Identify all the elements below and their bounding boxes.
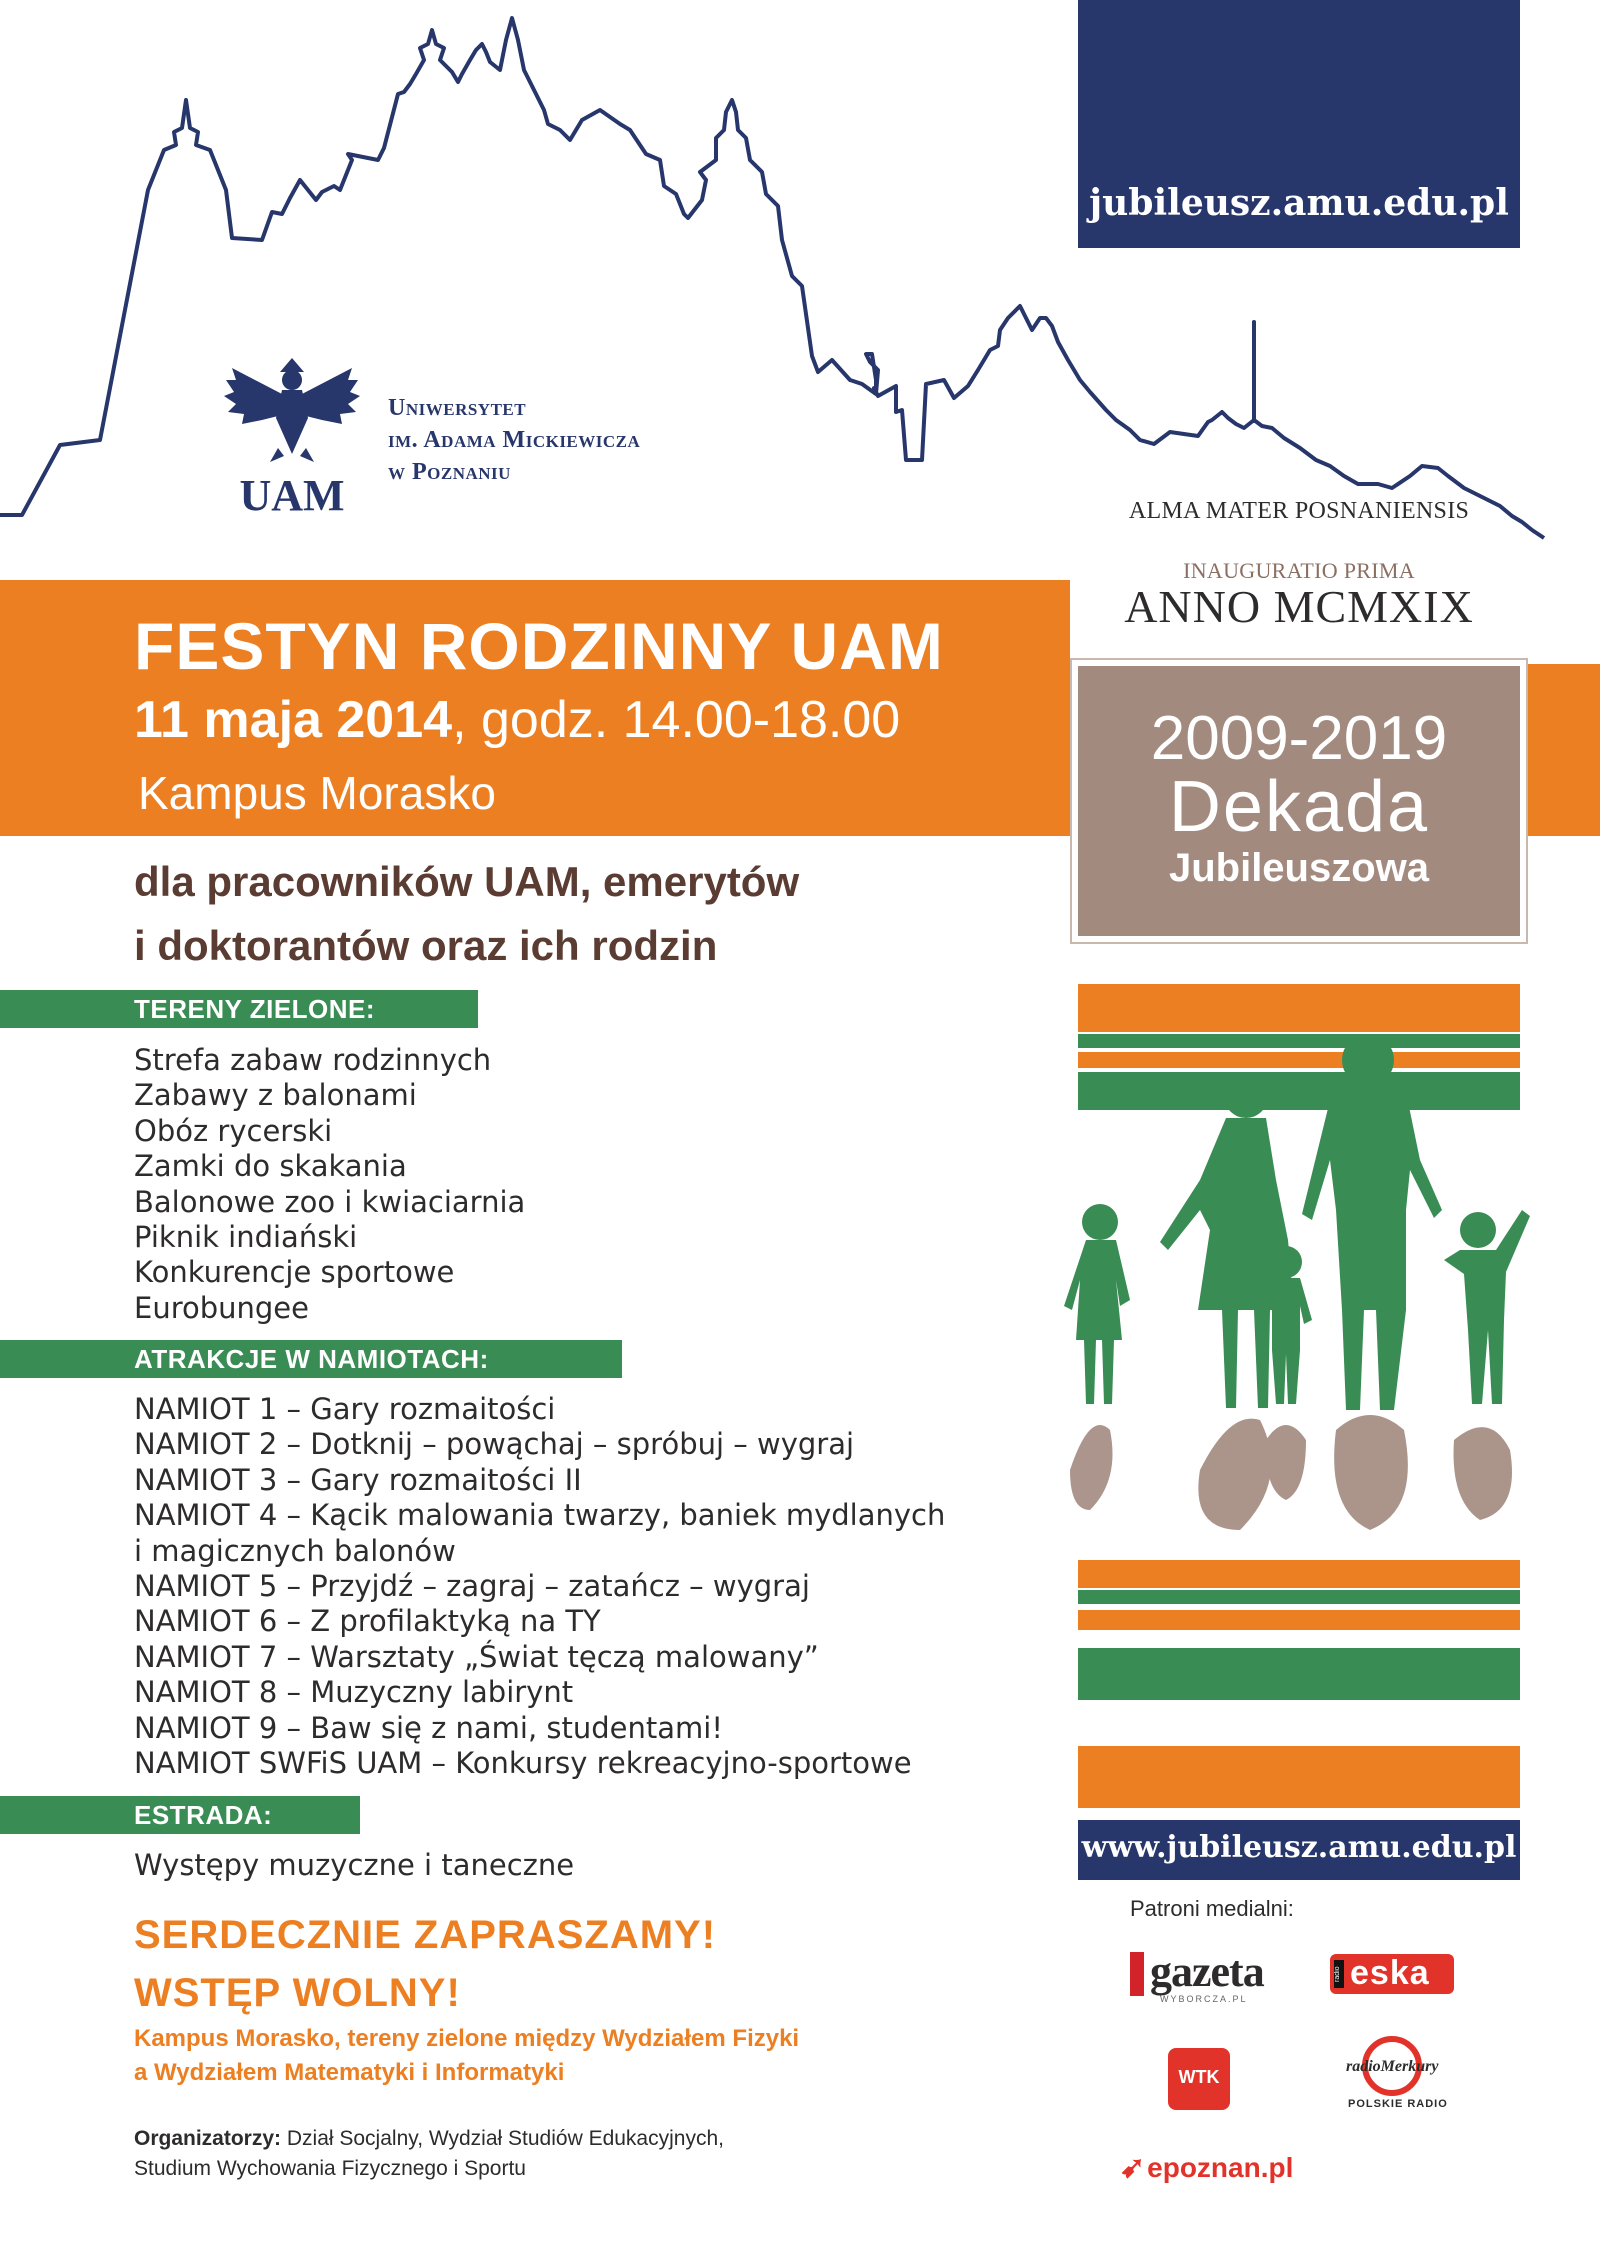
merkury-word: radioMerkury xyxy=(1346,2058,1439,2075)
wtk-logo[interactable] xyxy=(1168,2048,1230,2110)
epoznan-icon: ➹ xyxy=(1120,2151,1146,2184)
gazeta-word: gazeta xyxy=(1150,1947,1264,1996)
university-name xyxy=(388,392,640,488)
invitation xyxy=(134,1906,716,2022)
location xyxy=(134,2022,799,2090)
section-label-tereny: TERENY ZIELONE: xyxy=(134,994,376,1024)
list-item: NAMIOT 4 – Kącik malowania twarzy, baniek mydlanych xyxy=(134,1498,946,1533)
section-label-namioty: ATRAKCJE W NAMIOTACH: xyxy=(134,1344,489,1374)
list-item: Balonowe zoo i kwiaciarnia xyxy=(134,1184,526,1219)
university-line3: w Poznaniu xyxy=(388,459,511,485)
list-item: NAMIOT 1 – Gary rozmaitości xyxy=(134,1392,556,1426)
section-header-estrada xyxy=(0,1796,360,1834)
list-tereny xyxy=(134,1043,525,1326)
university-line2: im. Adama Mickiewicza xyxy=(388,427,641,453)
section-header-tereny xyxy=(0,990,478,1028)
section-label-estrada: ESTRADA: xyxy=(134,1800,273,1830)
organizers-line1: Dział Socjalny, Wydział Studiów Edukacyjnych, xyxy=(281,2127,724,2150)
list-item: Eurobungee xyxy=(134,1290,309,1325)
stripe-green-4 xyxy=(1078,1648,1520,1700)
university-line1: Uniwersytet xyxy=(388,395,527,421)
audience-line2: i doktorantów oraz ich rodzin xyxy=(134,922,718,969)
invitation-line2: WSTĘP WOLNY! xyxy=(134,1971,461,2015)
organizers-label: Organizatorzy: xyxy=(134,2127,282,2150)
uam-eagle-logo xyxy=(222,358,362,518)
media-patrons-label: Patroni medialni: xyxy=(1130,1896,1294,1921)
invitation-line1: SERDECZNIE ZAPRASZAMY! xyxy=(134,1913,717,1957)
location-line1: Kampus Morasko, tereny zielone między Wydziałem Fizyki xyxy=(134,2025,800,2052)
merkury-sub: POLSKIE RADIO xyxy=(1348,2098,1448,2110)
anno-year: ANNO MCMXIX xyxy=(1124,581,1474,632)
eska-word: eska xyxy=(1350,1954,1430,1992)
list-item: NAMIOT 5 – Przyjdź – zagraj – zatańcz – wygraj xyxy=(134,1569,810,1604)
stripe-orange-4 xyxy=(1078,1610,1520,1630)
uam-monogram: UAM xyxy=(239,471,345,518)
dekada-word: Dekada xyxy=(1168,767,1430,847)
event-time: , godz. 14.00-18.00 xyxy=(452,691,901,749)
list-item: Obóz rycerski xyxy=(134,1113,333,1148)
list-item: Zamki do skakania xyxy=(134,1149,407,1184)
list-item: NAMIOT 3 – Gary rozmaitości II xyxy=(134,1462,582,1497)
section-header-namioty xyxy=(0,1340,622,1378)
stripe-orange-5 xyxy=(1078,1746,1520,1808)
event-title: FESTYN RODZINNY UAM xyxy=(134,609,944,683)
organizers-line2: Studium Wychowania Fizycznego i Sportu xyxy=(134,2157,526,2180)
list-item: Piknik indiański xyxy=(134,1220,358,1255)
alma-mater: ALMA MATER POSNANIENSIS xyxy=(1128,498,1470,524)
epoznan-logo[interactable] xyxy=(1120,2150,1293,2185)
bottom-url[interactable]: www.jubileusz.amu.edu.pl xyxy=(1081,1830,1517,1865)
dekada-years: 2009-2019 xyxy=(1150,704,1448,773)
organizers xyxy=(134,2124,724,2184)
eska-logo[interactable] xyxy=(1330,1954,1454,1994)
dekada-subtitle: Jubileuszowa xyxy=(1168,846,1430,890)
list-item: NAMIOT SWFiS UAM – Konkursy rekreacyjno-sportowe xyxy=(134,1746,912,1781)
list-item: NAMIOT 2 – Dotknij – powąchaj – spróbuj – wygraj xyxy=(134,1427,855,1462)
gazeta-logo[interactable] xyxy=(1130,1947,1264,2004)
gazeta-red-mark xyxy=(1130,1952,1144,1996)
list-item: Występy muzyczne i taneczne xyxy=(134,1848,575,1882)
top-url-box xyxy=(1078,0,1520,248)
event-place: Kampus Morasko xyxy=(138,767,496,819)
list-item: Zabawy z balonami xyxy=(134,1078,417,1113)
family-silhouette xyxy=(1050,1010,1570,1570)
audience-line1: dla pracowników UAM, emerytów xyxy=(134,858,800,905)
list-item: NAMIOT 7 – Warsztaty „Świat tęczą malowany” xyxy=(134,1639,819,1674)
epoznan-word: epoznan.pl xyxy=(1147,2152,1294,2183)
title-band-right xyxy=(1528,664,1600,836)
radio-merkury-logo[interactable] xyxy=(1340,2036,1460,2116)
list-item: NAMIOT 6 – Z profilaktyką na TY xyxy=(134,1604,601,1639)
audience xyxy=(134,850,799,978)
list-estrada xyxy=(134,1848,574,1883)
bottom-url-box xyxy=(1078,1820,1520,1880)
stripe-green-3 xyxy=(1078,1590,1520,1604)
list-item: NAMIOT 8 – Muzyczny labirynt xyxy=(134,1675,574,1710)
top-url[interactable]: jubileusz.amu.edu.pl xyxy=(1089,182,1509,224)
event-date-bold: 11 maja 2014 xyxy=(134,691,453,749)
inauguratio: INAUGURATIO PRIMA xyxy=(1183,558,1415,583)
list-item: Strefa zabaw rodzinnych xyxy=(134,1043,492,1077)
location-line2: a Wydziałem Matematyki i Informatyki xyxy=(134,2059,565,2086)
list-namioty xyxy=(134,1392,945,1781)
eska-radio-tag: radio xyxy=(1334,1960,1344,1988)
event-date xyxy=(134,690,900,750)
list-item: NAMIOT 9 – Baw się z nami, studentami! xyxy=(134,1710,723,1745)
wtk-word: WTK xyxy=(1178,2067,1220,2087)
list-item: i magicznych balonów xyxy=(134,1533,456,1568)
list-item: Konkurencje sportowe xyxy=(134,1255,455,1290)
gazeta-small: WYBORCZA.PL xyxy=(1160,1994,1248,2004)
